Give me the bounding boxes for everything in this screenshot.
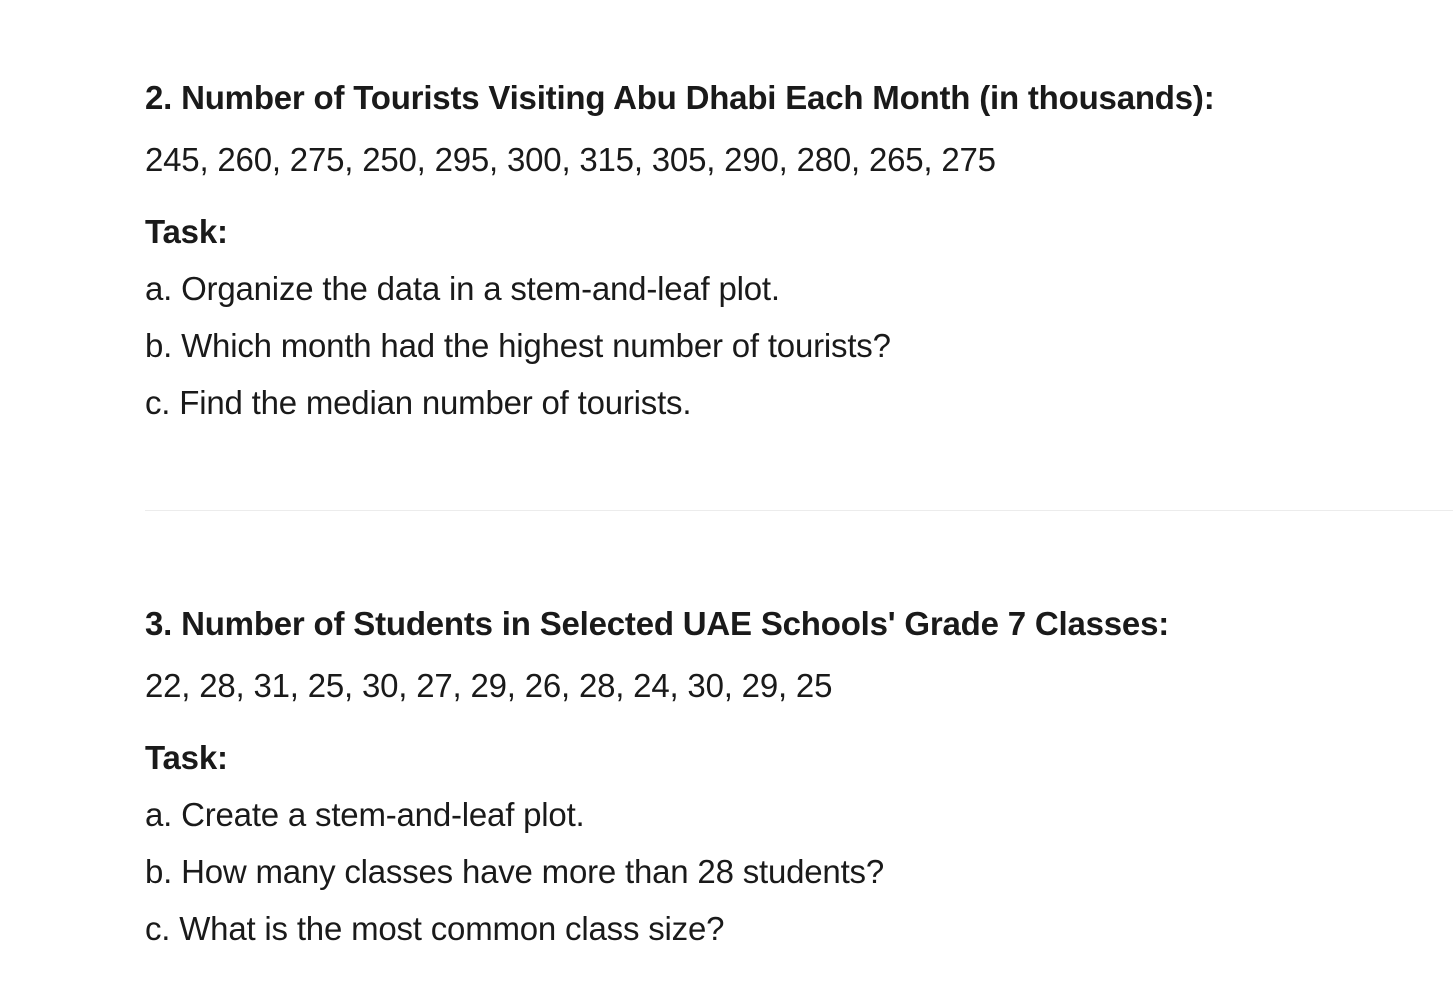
task-item-b: b. Which month had the highest number of tourists? [145,327,891,364]
section-divider [145,510,1453,511]
problem-3 [145,600,1453,957]
problem-2 [145,74,1453,431]
task-item-a: a. Organize the data in a stem-and-leaf plot. [145,270,780,307]
problem-heading: 3. Number of Students in Selected UAE Schools' Grade 7 Classes: [145,605,1170,642]
task-item-a: a. Create a stem-and-leaf plot. [145,796,585,833]
task-item-c: c. What is the most common class size? [145,910,725,947]
problem-data: 245, 260, 275, 250, 295, 300, 315, 305, 290, 280, 265, 275 [145,141,996,178]
task-item-b: b. How many classes have more than 28 students? [145,853,884,890]
task-label: Task: [145,739,228,776]
problem-heading: 2. Number of Tourists Visiting Abu Dhabi Each Month (in thousands): [145,79,1215,116]
task-label: Task: [145,213,228,250]
problem-data: 22, 28, 31, 25, 30, 27, 29, 26, 28, 24, 30, 29, 25 [145,667,833,704]
task-item-c: c. Find the median number of tourists. [145,384,692,421]
